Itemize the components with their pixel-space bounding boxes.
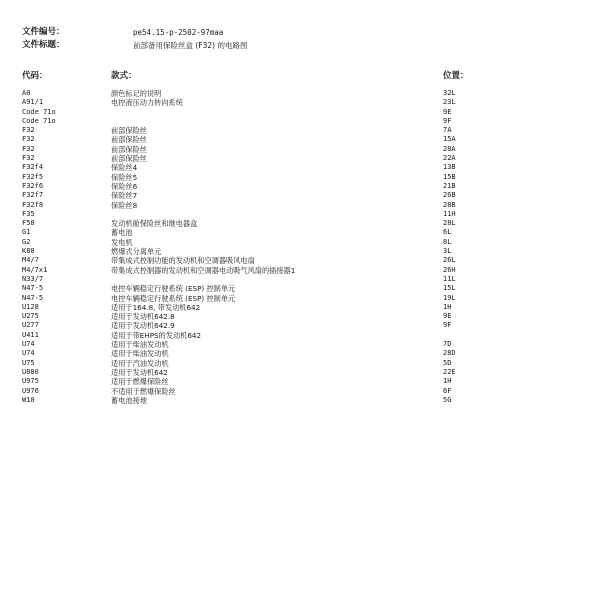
table-row [0, 349, 601, 358]
row-code: U277 [22, 321, 39, 330]
row-code: M4/7 [22, 256, 39, 265]
row-description: 适用于发动机642.9 [111, 321, 175, 331]
table-row [0, 303, 601, 312]
row-description: 保险丝6 [111, 181, 138, 191]
row-code: F32f6 [22, 181, 44, 190]
row-code: A0 [22, 89, 31, 97]
row-position: 6L [443, 228, 452, 237]
row-position: 7A [443, 126, 452, 135]
row-position: 5G [443, 395, 452, 404]
row-position: 32L [443, 89, 456, 97]
row-code: U975 [22, 377, 39, 386]
row-code: U411 [22, 330, 39, 339]
row-code: F32 [22, 126, 35, 135]
row-position: 15A [443, 135, 456, 144]
row-code: M4/7x1 [22, 265, 48, 274]
row-position: 11H [443, 209, 456, 218]
column-header-code: 代码： [22, 71, 48, 81]
table-row [0, 284, 601, 293]
row-description: 适用于燃爆保险丝 [111, 377, 169, 387]
row-position: 23L [443, 98, 456, 107]
table-row [0, 201, 601, 210]
row-position: 15L [443, 284, 456, 293]
row-code: F58 [22, 219, 35, 228]
column-headers [0, 69, 601, 81]
row-code: U75 [22, 358, 35, 367]
row-code: F32f7 [22, 191, 44, 200]
row-position: 7D [443, 340, 452, 349]
row-code: F32f4 [22, 163, 44, 172]
row-position: 9F [443, 321, 452, 330]
table-row [0, 210, 601, 219]
row-description: 电控车辆稳定行驶系统 (ESP) 控制单元 [111, 284, 236, 294]
table-row [0, 377, 601, 386]
row-position: 8L [443, 237, 452, 246]
row-code: G1 [22, 228, 31, 237]
table-row [0, 340, 601, 349]
row-position: 1H [443, 302, 452, 311]
row-description: 适用于164.8, 带发动机642 [111, 302, 201, 312]
row-description: 蓄电池 [111, 228, 133, 238]
row-description: 颜色标记的说明 [111, 89, 162, 98]
row-position: 15B [443, 172, 456, 181]
row-description: 蓄电池接地 [111, 395, 147, 405]
table-row [0, 275, 601, 284]
table-row [0, 359, 601, 368]
row-position: 21B [443, 181, 456, 190]
doc-number-label: 文件编号： [22, 27, 65, 37]
table-row [0, 294, 601, 303]
row-code: F32 [22, 135, 35, 144]
row-position: 6F [443, 386, 452, 395]
row-position: 1H [443, 377, 452, 386]
row-description: 适用于柴油发动机 [111, 340, 169, 350]
row-position: 19L [443, 293, 456, 302]
row-position: 28A [443, 144, 456, 153]
row-code: N47-5 [22, 293, 44, 302]
column-header-description: 款式： [111, 71, 137, 81]
table-row [0, 219, 601, 228]
row-code: F32 [22, 154, 35, 163]
table-row [0, 256, 601, 265]
table-row [0, 238, 601, 247]
row-description: 发动机舱保险丝和继电器盒 [111, 219, 198, 229]
row-position: 26H [443, 265, 456, 274]
table-row [0, 126, 601, 135]
row-code: U880 [22, 367, 39, 376]
row-description: 保险丝5 [111, 172, 138, 182]
row-code: U74 [22, 349, 35, 358]
row-code: U128 [22, 302, 39, 311]
row-code: N33/7 [22, 274, 44, 283]
table-row [0, 191, 601, 200]
table-row [0, 368, 601, 377]
table-row [0, 108, 601, 117]
row-position: 26B [443, 191, 456, 200]
table-row [0, 387, 601, 396]
table-row [0, 247, 601, 256]
row-position: 28B [443, 200, 456, 209]
row-code: U976 [22, 386, 39, 395]
row-description: 保险丝8 [111, 200, 138, 210]
row-position: 11L [443, 274, 456, 283]
table-row [0, 312, 601, 321]
table-row [0, 154, 601, 163]
row-code: F32f8 [22, 200, 44, 209]
table-row [0, 145, 601, 154]
row-code: K88 [22, 247, 35, 256]
row-code: U275 [22, 312, 39, 321]
row-position: 3L [443, 247, 452, 256]
row-description: 前部保险丝 [111, 154, 147, 164]
row-code: W10 [22, 395, 35, 404]
row-code: F32f5 [22, 172, 44, 181]
row-code: U74 [22, 340, 35, 349]
row-description: 带集成式控制器的发动机和空调器电动吸气风扇的插接器1 [111, 265, 296, 275]
row-description: 电控车辆稳定行驶系统 (ESP) 控制单元 [111, 293, 236, 303]
row-position: 9F [443, 116, 452, 125]
row-code: F32 [22, 144, 35, 153]
column-header-position: 位置： [443, 71, 469, 81]
doc-title-label: 文件标题： [22, 40, 65, 50]
row-description: 适用于汽油发动机 [111, 358, 169, 368]
row-description: 适用于柴油发动机 [111, 349, 169, 359]
row-position: 22E [443, 367, 456, 376]
row-description: 前部保险丝 [111, 135, 147, 145]
row-position: 28L [443, 219, 456, 228]
doc-title-value: 前部备用保险丝盒 (F32) 的电路图 [133, 41, 248, 50]
component-list [0, 89, 601, 405]
row-code: Code 71o [22, 116, 56, 125]
row-position: 9E [443, 312, 452, 321]
table-row [0, 117, 601, 126]
row-position: 5D [443, 358, 452, 367]
row-description: 带集成式控制功能的发动机和空调器吸风电扇 [111, 256, 255, 266]
table-row [0, 321, 601, 330]
table-row [0, 135, 601, 144]
table-row [0, 266, 601, 275]
row-code: A91/1 [22, 98, 44, 107]
table-row [0, 163, 601, 172]
row-position: 28D [443, 349, 456, 358]
doc-number-value: pe54.15-p-2502-97maa [133, 28, 224, 37]
row-description: 不适用于燃爆保险丝 [111, 386, 176, 396]
table-row [0, 331, 601, 340]
row-description: 适用于带EHPS的发动机642 [111, 330, 202, 340]
table-row [0, 89, 601, 98]
row-position: 13B [443, 163, 456, 172]
table-row [0, 173, 601, 182]
row-description: 保险丝7 [111, 191, 138, 201]
row-description: 保险丝4 [111, 163, 138, 173]
row-code: Code 71o [22, 107, 56, 116]
row-code: G2 [22, 237, 31, 246]
table-row [0, 396, 601, 405]
row-description: 前部保险丝 [111, 126, 147, 136]
row-description: 前部保险丝 [111, 144, 147, 154]
row-description: 燃爆式分离单元 [111, 247, 162, 257]
row-position: 22A [443, 154, 456, 163]
table-row [0, 98, 601, 107]
row-code: N47-5 [22, 284, 44, 293]
row-description: 发电机 [111, 237, 133, 247]
row-description: 适用于发动机642 [111, 367, 168, 377]
row-description: 电控液压动力转向系统 [111, 98, 183, 108]
table-row [0, 228, 601, 237]
row-description: 适用于发动机642.8 [111, 312, 175, 322]
table-row [0, 182, 601, 191]
row-code: F35 [22, 209, 35, 218]
row-position: 9E [443, 107, 452, 116]
row-position: 26L [443, 256, 456, 265]
